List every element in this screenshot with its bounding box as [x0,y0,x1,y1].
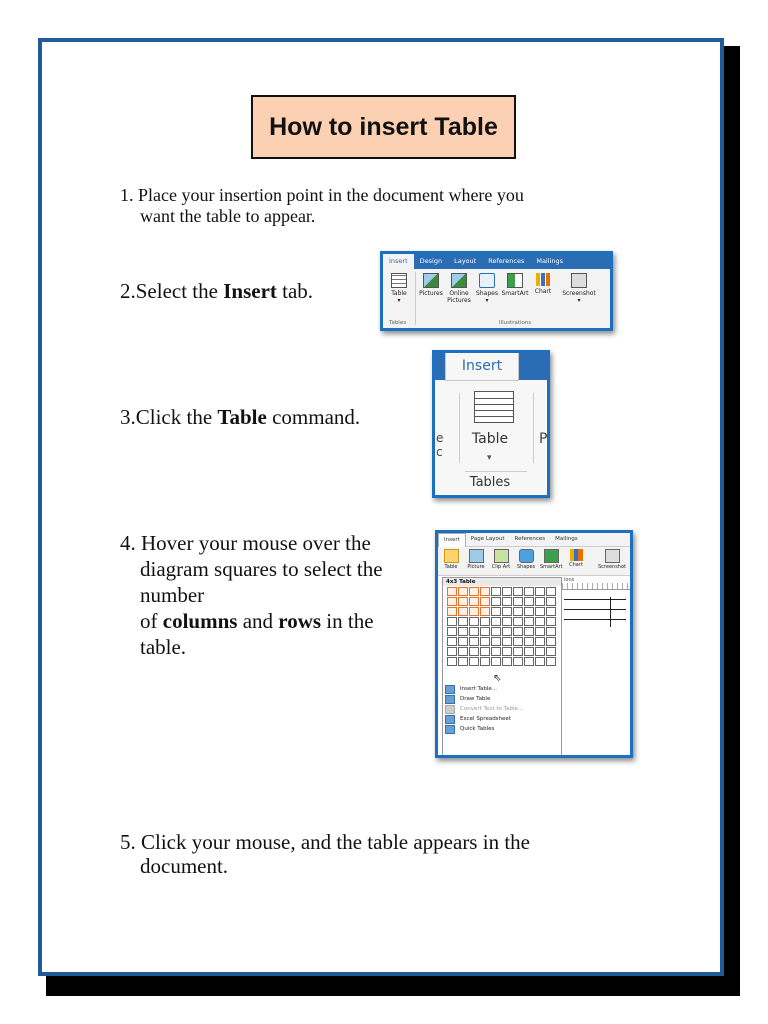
grid-cell[interactable] [535,627,545,636]
step-4-line-5: table. [140,635,187,659]
divider [465,471,527,472]
grid-cell[interactable] [524,607,534,616]
menu-item[interactable] [445,714,557,724]
ribbon-chart-button[interactable] [529,273,557,295]
ribbon-bar-right [518,353,547,380]
menu-item-label: Insert Table... [460,686,497,692]
grid-cell[interactable] [546,587,556,596]
clip-art-button[interactable] [490,549,512,570]
grid-cell[interactable] [546,607,556,616]
step-3-number: 3. [120,405,136,429]
grid-cell[interactable] [458,657,468,666]
grid-cell[interactable] [458,587,468,596]
grid-cell[interactable] [491,587,501,596]
menu-item-icon [445,725,455,734]
grid-cell[interactable] [535,637,545,646]
chevron-down-icon[interactable]: ▾ [487,453,492,463]
chart-icon [570,549,583,561]
step-2-bold: Insert [223,279,277,303]
grid-cell[interactable] [469,597,479,606]
grid-cell[interactable] [491,627,501,636]
table-icon [444,549,459,563]
cursor-icon: ⇖ [493,673,502,684]
step-5-line-2: document. [140,854,229,878]
smartart-label: SmartArt [540,564,563,570]
grid-cell[interactable] [480,627,490,636]
ribbon-screenshot-label: Screenshot [562,290,596,297]
ribbon-shapes-caret: ▾ [485,297,489,304]
ribbon-pictures-label: Pictures [419,290,443,297]
grid-cell[interactable] [513,587,523,596]
step-1-line-1: Place your insertion point in the document where you [138,185,524,205]
grid-cell[interactable] [535,597,545,606]
ribbon-tabs [383,254,610,269]
step-5 [120,830,530,878]
grid-cell[interactable] [546,647,556,656]
grid-cell[interactable] [480,597,490,606]
shapes-icon [519,549,534,563]
grid-cell[interactable] [513,637,523,646]
grid-cell[interactable] [502,627,512,636]
menu-item[interactable] [445,724,557,734]
grid-cell[interactable] [469,607,479,616]
smartart-icon [544,549,559,563]
grid-cell[interactable] [513,597,523,606]
clip-art-icon [494,549,509,563]
ribbon-table-label: Table [391,290,407,297]
grid-cell[interactable] [535,617,545,626]
clip-art-label: Clip Art [491,564,511,570]
grid-cell[interactable] [447,597,457,606]
tab-insert[interactable]: Insert [438,533,466,547]
menu-item-icon [445,705,455,714]
grid-cell[interactable] [480,647,490,656]
grid-cell[interactable] [491,637,501,646]
screenshot-icon [605,549,620,563]
step-1 [120,185,524,227]
grid-cell[interactable] [469,647,479,656]
picture-icon [469,549,484,563]
grid-cell[interactable] [458,607,468,616]
step-2-text: Select the [135,279,224,303]
smartart-icon [507,273,523,288]
table-dropdown-menu [442,577,562,757]
shapes-label: Shapes [516,564,536,570]
step-4-line-1: Hover your mouse over the [141,531,371,555]
grid-cell[interactable] [447,627,457,636]
grid-cell[interactable] [502,657,512,666]
table-grid-screenshot [435,530,633,758]
grid-cell[interactable] [458,637,468,646]
ribbon-group-illustrations: Illustrations [499,320,532,326]
step-4-line-3: number [140,583,205,607]
ribbon-tab-design[interactable]: Design [419,257,443,265]
grid-cell[interactable] [469,617,479,626]
grid-cell[interactable] [469,637,479,646]
ribbon-table-caret: ▾ [397,297,401,304]
grid-cell[interactable] [491,657,501,666]
chart-label: Chart [569,562,583,568]
grid-cell[interactable] [546,617,556,626]
grid-cell[interactable] [469,657,479,666]
tab-mailings[interactable]: Mailings [555,536,578,542]
table-size-grid[interactable] [447,587,556,666]
ribbon-online-label: Online [449,290,469,297]
table-preview-line [610,597,611,627]
step-4-number: 4. [120,531,136,555]
ribbon-smartart-label: SmartArt [501,290,529,297]
ribbon-screenshot-button[interactable] [559,273,599,304]
menu-item-icon [445,695,455,704]
table-label: Table [444,564,458,570]
picture-label: Picture [467,564,485,570]
ribbon-table-button[interactable] [385,273,413,304]
grid-cell[interactable] [513,627,523,636]
ribbon-shapes-label: Shapes [476,290,498,297]
grid-cell[interactable] [524,617,534,626]
ribbon-online-pictures-button[interactable] [445,273,473,304]
grid-cell[interactable] [480,587,490,596]
ribbon-group-tables: Tables [389,320,407,326]
grid-cell[interactable] [513,647,523,656]
ribbon-online-sub: Pictures [447,297,471,304]
shapes-icon [479,273,495,288]
grid-cell[interactable] [458,647,468,656]
menu-item-label: Convert Text to Table... [460,706,524,712]
step-4-line-4b: and [237,609,279,633]
step-2 [120,279,313,303]
table-menu-items [445,684,557,734]
grid-cell[interactable] [491,607,501,616]
clipped-group-label: ions [564,577,575,583]
grid-cell[interactable] [513,617,523,626]
grid-cell[interactable] [480,607,490,616]
menu-item-label: Excel Spreadsheet [460,716,511,722]
step-3-bold: Table [217,405,267,429]
pictures-icon [423,273,439,288]
ribbon-body [383,269,610,328]
grid-cell[interactable] [535,647,545,656]
step-3-text: Click the [135,405,218,429]
grid-cell[interactable] [447,587,457,596]
grid-cell[interactable] [502,637,512,646]
grid-cell[interactable] [535,587,545,596]
page-title: How to insert Table [251,95,516,159]
tab-references[interactable]: References [514,536,546,542]
step-3 [120,405,360,429]
step-3-text-end: command. [266,405,361,429]
ribbon-chart-label: Chart [534,288,552,295]
ribbon-screenshot [380,251,613,331]
grid-cell[interactable] [524,587,534,596]
step-1-line-2: want the table to appear. [140,206,316,226]
tab-page-layout[interactable]: Page Layout [470,536,505,542]
grid-cell[interactable] [513,607,523,616]
grid-cell[interactable] [458,597,468,606]
step-4-rows: rows [278,609,322,633]
grid-cell[interactable] [447,647,457,656]
grid-cell[interactable] [524,637,534,646]
step-4 [120,530,383,660]
step-1-number: 1. [120,185,134,205]
grid-cell[interactable] [546,657,556,666]
grid-cell[interactable] [524,657,534,666]
menu-item-icon [445,685,455,694]
step-2-text-end: tab. [276,279,314,303]
grid-cell[interactable] [469,587,479,596]
grid-cell[interactable] [546,637,556,646]
ribbon-tabs [438,533,630,547]
ruler [562,583,630,590]
menu-item-label: Draw Table [460,696,491,702]
menu-item[interactable] [445,704,557,714]
grid-cell[interactable] [535,657,545,666]
table-size-label: 4x3 Table [443,578,561,586]
grid-cell[interactable] [458,617,468,626]
table-preview-line [564,619,626,620]
step-5-line-1: Click your mouse, and the table appears in the [141,830,530,854]
smartart-button[interactable] [540,549,562,570]
screenshot-label: Screenshot [598,564,626,570]
grid-cell[interactable] [480,637,490,646]
table-command-screenshot [432,350,550,498]
step-4-line-4a: of [140,609,163,633]
grid-cell[interactable] [502,607,512,616]
grid-cell[interactable] [513,657,523,666]
menu-item[interactable] [445,694,557,704]
grid-cell[interactable] [535,607,545,616]
grid-cell[interactable] [447,637,457,646]
chart-icon [536,273,550,286]
screenshot-button[interactable] [592,549,632,570]
step-4-line-4c: in the [321,609,374,633]
grid-cell[interactable] [447,657,457,666]
ribbon-smartart-button[interactable] [501,273,529,297]
grid-cell[interactable] [502,587,512,596]
grid-cell[interactable] [458,627,468,636]
ribbon-tab-insert[interactable]: Insert [383,254,414,269]
ribbon-tab-references[interactable]: References [488,257,525,265]
grid-cell[interactable] [524,597,534,606]
step-5-number: 5. [120,830,136,854]
ribbon-screenshot-caret: ▾ [577,297,581,304]
grid-cell[interactable] [491,617,501,626]
menu-item-icon [445,715,455,724]
step-2-number: 2. [120,279,136,303]
table-button[interactable] [440,549,462,570]
step-4-line-2: diagram squares to select the [140,557,383,581]
grid-cell[interactable] [546,627,556,636]
grid-cell[interactable] [480,617,490,626]
grid-cell[interactable] [447,617,457,626]
clipped-edge-text: e c [436,431,444,459]
document-preview [562,577,630,647]
table-preview-line [564,609,626,610]
grid-cell[interactable] [469,627,479,636]
step-4-columns: columns [162,609,238,633]
chart-button[interactable] [565,549,587,568]
table-preview-line [564,599,626,600]
grid-cell[interactable] [524,627,534,636]
screenshot-icon [571,273,587,288]
grid-cell[interactable] [502,597,512,606]
grid-cell[interactable] [502,647,512,656]
ribbon-bar-left [435,353,445,380]
tab-insert[interactable]: Insert [445,353,519,381]
ribbon-tab-mailings[interactable]: Mailings [536,257,563,265]
grid-cell[interactable] [524,647,534,656]
shapes-button[interactable] [515,549,537,570]
picture-button[interactable] [465,549,487,570]
group-label-tables: Tables [469,475,511,490]
ribbon-separator [415,272,416,325]
divider [459,393,460,463]
ribbon-pictures-button[interactable] [417,273,445,297]
table-icon[interactable] [474,391,514,423]
grid-cell[interactable] [502,617,512,626]
table-icon [391,273,407,288]
grid-cell[interactable] [480,657,490,666]
grid-cell[interactable] [491,647,501,656]
grid-cell[interactable] [546,597,556,606]
ribbon-body [438,547,630,576]
grid-cell[interactable] [491,597,501,606]
grid-cell[interactable] [447,607,457,616]
online-pictures-icon [451,273,467,288]
clipped-edge-text: P [539,431,548,447]
ribbon-tab-layout[interactable]: Layout [454,257,477,265]
menu-item[interactable] [445,684,557,694]
divider [533,393,534,463]
table-button-label[interactable]: Table [471,431,509,447]
ribbon-shapes-button[interactable] [473,273,501,304]
menu-item-label: Quick Tables [460,726,495,732]
